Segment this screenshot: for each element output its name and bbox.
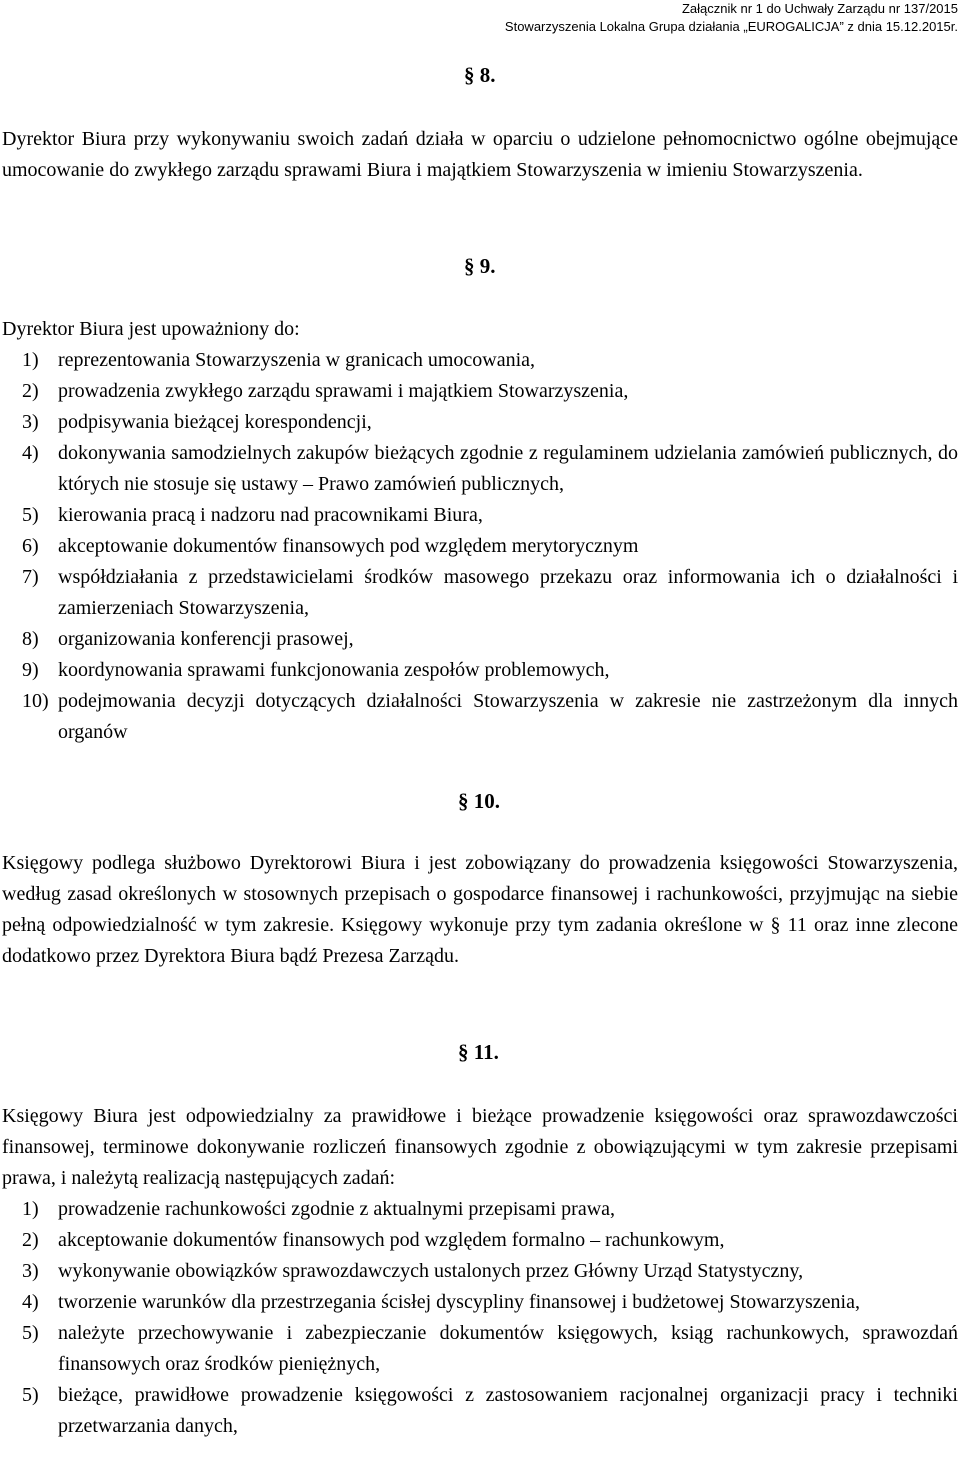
section-9-list-item [22, 655, 958, 686]
section-9-list-item [22, 376, 958, 407]
section-9-list-item-number: 2) [22, 380, 39, 402]
section-9-heading: § 9. [464, 254, 496, 278]
section-9-list-item-number: 7) [22, 566, 39, 588]
section-9-list-item-text: reprezentowania Stowarzyszenia w granicach umocowania, [58, 349, 536, 371]
section-10-heading: § 10. [458, 789, 500, 813]
section-9-list-item-number: 4) [22, 442, 39, 464]
section-9-list-item-text: podejmowania decyzji dotyczących działalności Stowarzyszenia w zakresie nie zastrzeżonym dla innych organów [58, 690, 958, 743]
section-11-list-item [22, 1380, 958, 1442]
section-9-list-item [22, 686, 958, 748]
section-11-list-item-text: prowadzenie rachunkowości zgodnie z aktualnymi przepisami prawa, [58, 1198, 616, 1220]
header-line-2: Stowarzyszenia Lokalna Grupa działania „EUROGALICJA” z dnia 15.12.2015r. [504, 19, 958, 34]
section-9-list-item-number: 6) [22, 535, 39, 557]
section-9-list-item [22, 624, 958, 655]
section-9-list [22, 345, 958, 748]
section-9-list-item-text: organizowania konferencji prasowej, [58, 628, 354, 650]
section-11-list-item-text: tworzenie warunków dla przestrzegania ścisłej dyscypliny finansowej i budżetowej Stowarzyszenia, [58, 1291, 860, 1313]
section-9-intro: Dyrektor Biura jest upoważniony do: [2, 318, 300, 340]
section-11-heading: § 11. [458, 1040, 499, 1064]
section-11-list-item-number: 4) [22, 1291, 39, 1313]
section-9-list-item-number: 5) [22, 504, 39, 526]
header-line-1: Załącznik nr 1 do Uchwały Zarządu nr 137/2015 [681, 1, 958, 16]
section-11-list-item [22, 1256, 958, 1287]
section-10-text: Księgowy podlega służbowo Dyrektorowi Biura i jest zobowiązany do prowadzenia księgowości Stowarzyszenia, według zasad określonych w stosownych przepisach o gospodarce finansowej i rachunkowości, przyjmując na siebie pełną odpowiedzialność w tym zakresie. Księgowy wykonuje przy tym zadania określone w § 11 oraz inne zlecone dodatkowo przez Dyrektora Biura bądź Prezesa Zarządu. [2, 852, 958, 967]
section-9-list-item-text: współdziałania z przedstawicielami środków masowego przekazu oraz informowania ich o działalności i zamierzeniach Stowarzyszenia, [58, 566, 958, 619]
section-9-list-item [22, 407, 958, 438]
section-8-heading: § 8. [464, 63, 496, 87]
section-9-list-item-text: podpisywania bieżącej korespondencji, [58, 411, 372, 433]
section-9-list-item-number: 8) [22, 628, 39, 650]
section-9-list-item [22, 345, 958, 376]
section-9-list-item-text: dokonywania samodzielnych zakupów bieżących zgodnie z regulaminem udzielania zamówień publicznych, do których nie stosuje się ustawy – Prawo zamówień publicznych, [58, 442, 958, 495]
section-9-list-item-text: koordynowania sprawami funkcjonowania zespołów problemowych, [58, 659, 610, 681]
section-11-list-item [22, 1287, 958, 1318]
section-11-list-item-number: 3) [22, 1260, 39, 1282]
section-9-list-item-number: 9) [22, 659, 39, 681]
section-9-list-item-number: 10) [22, 690, 49, 712]
section-9-list-item [22, 531, 958, 562]
section-9-list-item-number: 1) [22, 349, 39, 371]
section-11-list-item-number: 5) [22, 1322, 39, 1344]
section-11-text: Księgowy Biura jest odpowiedzialny za prawidłowe i bieżące prowadzenie księgowości oraz sprawozdawczości finansowej, terminowe dokonywanie rozliczeń finansowych zgodnie z obowiązującymi w tym zakresie przepisami prawa, i należytą realizacją następujących zadań: [2, 1105, 958, 1189]
section-11-list-item [22, 1194, 958, 1225]
section-9-list-item-text: prowadzenia zwykłego zarządu sprawami i majątkiem Stowarzyszenia, [58, 380, 629, 402]
section-9-list-item-number: 3) [22, 411, 39, 433]
section-11-list-item [22, 1318, 958, 1380]
section-11-list-item-text: bieżące, prawidłowe prowadzenie księgowości z zastosowaniem racjonalnej organizacji pracy i techniki przetwarzania danych, [58, 1384, 958, 1437]
section-9-list-item [22, 438, 958, 500]
section-11-list-item-number: 1) [22, 1198, 39, 1220]
section-9-list-item [22, 500, 958, 531]
section-8-text: Dyrektor Biura przy wykonywaniu swoich zadań działa w oparciu o udzielone pełnomocnictwo ogólne obejmujące umocowanie do zwykłego zarządu sprawami Biura i majątkiem Stowarzyszenia w imieniu Stowarzyszenia. [2, 128, 958, 181]
section-11-list-item-number: 2) [22, 1229, 39, 1251]
section-9-list-item-text: akceptowanie dokumentów finansowych pod względem merytorycznym [58, 535, 639, 557]
section-9-list-item [22, 562, 958, 624]
section-11-list-item [22, 1225, 958, 1256]
document-header [505, 0, 958, 36]
section-11-list-item-text: akceptowanie dokumentów finansowych pod względem formalno – rachunkowym, [58, 1229, 725, 1251]
section-11-list-item-text: wykonywanie obowiązków sprawozdawczych ustalonych przez Główny Urząd Statystyczny, [58, 1260, 804, 1282]
section-11-list-item-number: 5) [22, 1384, 39, 1406]
section-9-list-item-text: kierowania pracą i nadzoru nad pracownikami Biura, [58, 504, 483, 526]
section-11-list-item-text: należyte przechowywanie i zabezpieczanie dokumentów księgowych, ksiąg rachunkowych, sprawozdań finansowych oraz środków pieniężnych, [58, 1322, 958, 1375]
section-11-list [22, 1194, 958, 1442]
